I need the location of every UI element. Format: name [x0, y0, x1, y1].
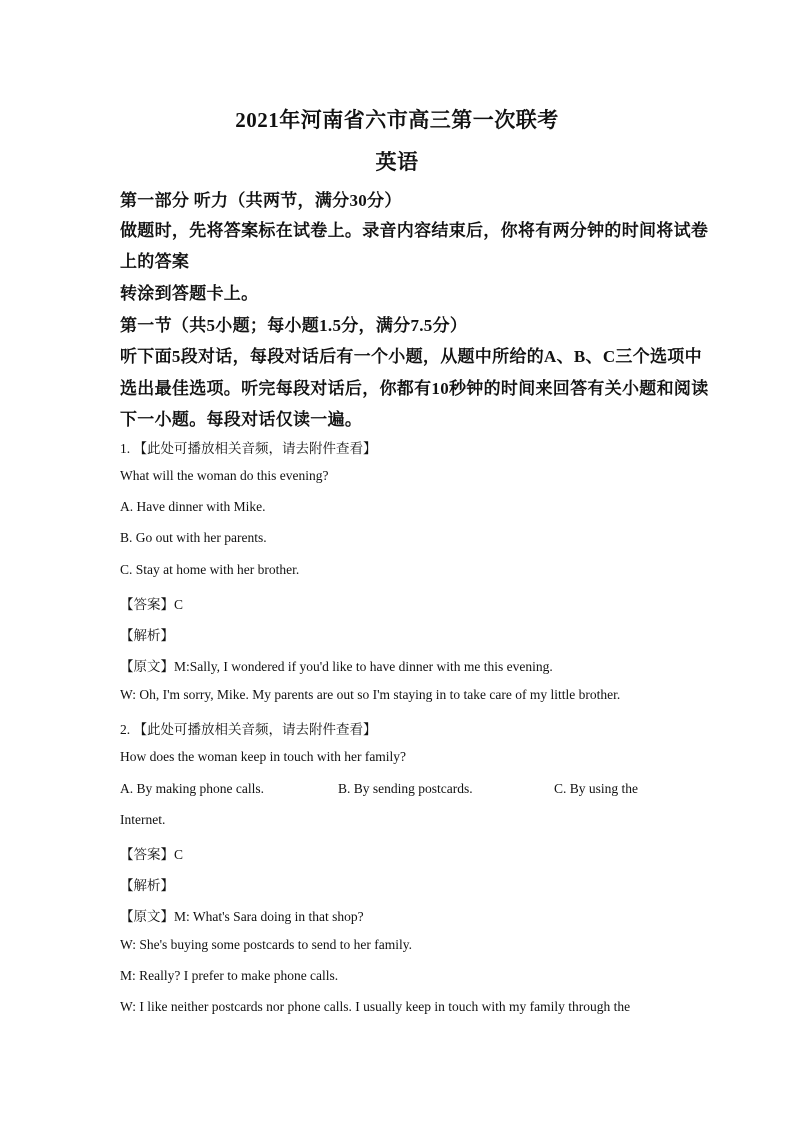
q2-analysis-label: 【解析】 — [120, 878, 174, 893]
part1-instruction-line1: 做题时，先将答案标在试卷上。录音内容结束后，你将有两分钟的时间将试卷 — [120, 221, 709, 240]
exam-title: 2021年河南省六市高三第一次联考 — [235, 108, 559, 132]
q1-option-c: C. Stay at home with her brother. — [120, 562, 300, 577]
q1-option-a: A. Have dinner with Mike. — [120, 499, 266, 514]
q2-audio-note: 2. 【此处可播放相关音频，请去附件查看】 — [120, 722, 377, 737]
q1-transcript-line2: W: Oh, I'm sorry, Mike. My parents are out so I'm staying in to take care of my little brother. — [120, 687, 621, 702]
part1-heading: 第一部分 听力（共两节，满分30分） — [120, 191, 402, 210]
q1-stem: What will the woman do this evening? — [120, 468, 329, 483]
q1-transcript-line1: 【原文】M:Sally, I wondered if you'd like to have dinner with me this evening. — [120, 659, 553, 674]
q1-analysis-label: 【解析】 — [120, 628, 174, 643]
part1-instruction-line2: 上的答案 — [120, 252, 190, 271]
section1-heading: 第一节（共5小题；每小题1.5分，满分7.5分） — [120, 316, 468, 335]
section1-instruction-line2: 选出最佳选项。听完每段对话后，你都有10秒钟的时间来回答有关小题和阅读 — [120, 379, 709, 398]
q2-transcript-line2: W: She's buying some postcards to send to her family. — [120, 937, 413, 952]
q2-answer: 【答案】C — [120, 847, 184, 862]
q1-answer: 【答案】C — [120, 597, 184, 612]
q2-transcript-line4: W: I like neither postcards nor phone calls. I usually keep in touch with my family through the — [120, 999, 631, 1014]
q2-option-c-continued: Internet. — [120, 812, 166, 827]
q1-audio-note: 1. 【此处可播放相关音频，请去附件查看】 — [120, 441, 377, 456]
section1-instruction-line1: 听下面5段对话，每段对话后有一个小题，从题中所给的A、B、C三个选项中 — [120, 347, 702, 366]
q2-stem: How does the woman keep in touch with her family? — [120, 749, 407, 764]
q2-option-b: B. By sending postcards. — [338, 781, 473, 796]
q2-option-c: C. By using the — [554, 781, 639, 796]
q2-transcript-line3: M: Really? I prefer to make phone calls. — [120, 968, 339, 983]
q1-option-b: B. Go out with her parents. — [120, 530, 267, 545]
section1-instruction-line3: 下一小题。每段对话仅读一遍。 — [120, 410, 363, 429]
q2-transcript-line1: 【原文】M: What's Sara doing in that shop? — [120, 909, 364, 924]
q2-option-a: A. By making phone calls. — [120, 781, 264, 796]
part1-instruction-line3: 转涂到答题卡上。 — [120, 284, 259, 303]
subject-title: 英语 — [375, 150, 419, 174]
